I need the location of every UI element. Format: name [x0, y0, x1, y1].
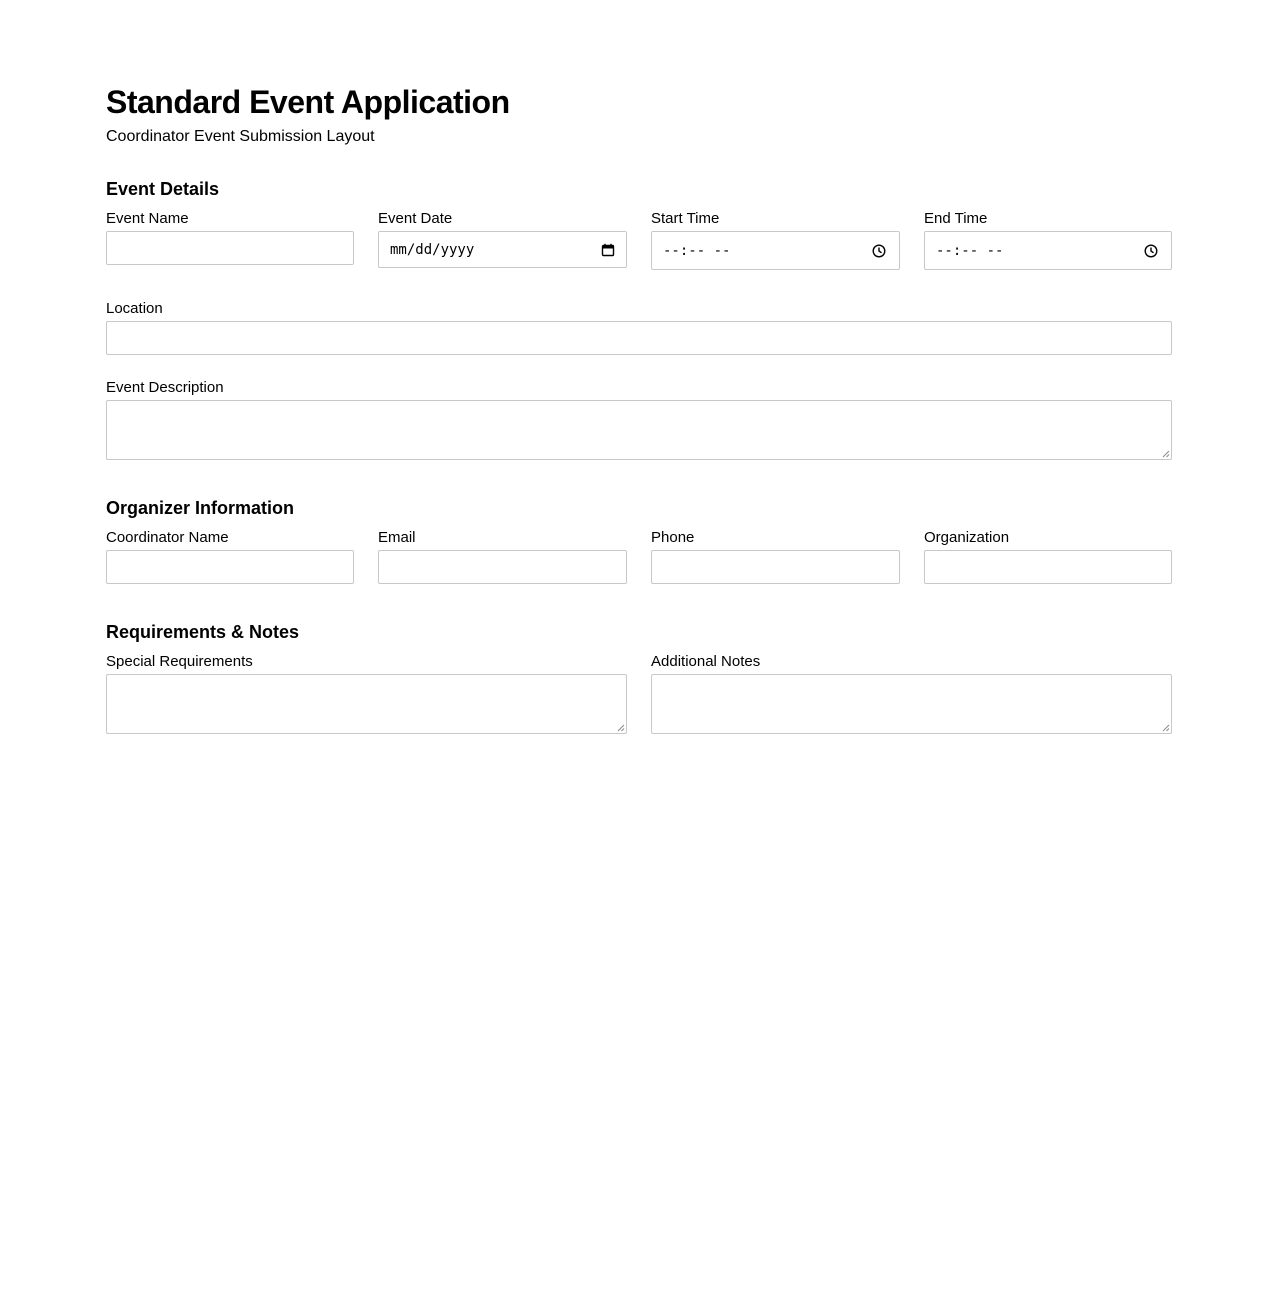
page-subtitle: Coordinator Event Submission Layout	[106, 128, 375, 145]
resize-grip-icon[interactable]	[617, 724, 625, 732]
clock-icon[interactable]	[872, 244, 886, 258]
additional-notes-label: Additional Notes	[651, 653, 761, 670]
resize-grip-icon[interactable]	[1162, 450, 1170, 458]
event-name-input[interactable]	[106, 231, 354, 265]
event-date-label: Event Date	[378, 210, 453, 227]
event-description-label: Event Description	[106, 379, 224, 396]
location-label: Location	[106, 300, 163, 317]
event-description-textarea[interactable]	[106, 400, 1172, 460]
phone-label: Phone	[651, 529, 695, 546]
email-input[interactable]	[378, 550, 627, 584]
resize-grip-icon[interactable]	[1162, 724, 1170, 732]
event-name-label: Event Name	[106, 210, 189, 227]
organization-label: Organization	[924, 529, 1010, 546]
section-heading-event-details: Event Details	[106, 179, 220, 199]
location-input[interactable]	[106, 321, 1172, 355]
end-time-placeholder: --:-- --	[936, 242, 1004, 259]
start-time-input[interactable]	[651, 231, 900, 270]
coordinator-name-input[interactable]	[106, 550, 354, 584]
event-date-input[interactable]	[378, 231, 627, 268]
coordinator-name-label: Coordinator Name	[106, 529, 229, 546]
calendar-icon[interactable]	[601, 243, 615, 257]
start-time-placeholder: --:-- --	[663, 242, 731, 259]
start-time-label: Start Time	[651, 210, 720, 227]
special-requirements-textarea[interactable]	[106, 674, 627, 734]
clock-icon[interactable]	[1144, 244, 1158, 258]
special-requirements-label: Special Requirements	[106, 653, 253, 670]
page-title: Standard Event Application	[106, 84, 510, 120]
end-time-input[interactable]	[924, 231, 1172, 270]
phone-input[interactable]	[651, 550, 900, 584]
additional-notes-textarea[interactable]	[651, 674, 1172, 734]
section-heading-requirements: Requirements & Notes	[106, 622, 300, 642]
end-time-label: End Time	[924, 210, 988, 227]
email-label: Email	[378, 529, 416, 546]
event-date-placeholder: mm/dd/yyyy	[390, 241, 475, 258]
section-heading-organizer: Organizer Information	[106, 498, 295, 518]
organization-input[interactable]	[924, 550, 1172, 584]
